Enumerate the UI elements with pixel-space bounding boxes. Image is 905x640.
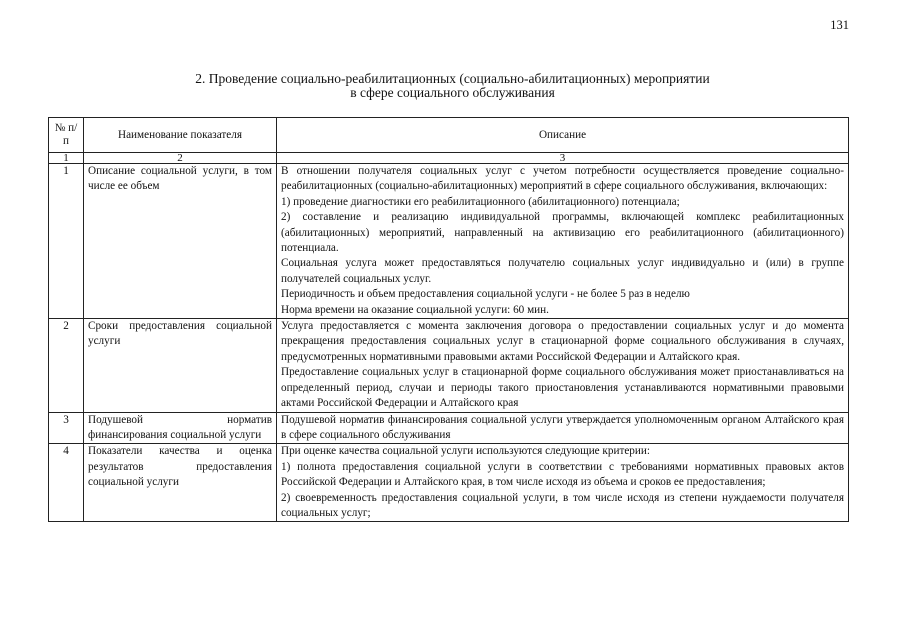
description-paragraph: Норма времени на оказание социальной услуги: 60 мин. — [281, 303, 549, 316]
description-paragraph: Периодичность и объем предоставления социальной услуги - не более 5 раз в неделю — [281, 288, 690, 301]
table-row — [49, 164, 849, 319]
description-paragraph: Услуга предоставляется с момента заключения договора о предоставлении социальных услуг и до момента прекращения предоставления социальных услуг в стационарной форме социального обслуживания в случаях, предусмотренных нормативными правовыми актами Российской Федерации и Алтайского края. — [281, 320, 844, 363]
section-title — [0, 72, 905, 100]
column-number-row — [49, 153, 849, 164]
row-number: 1 — [49, 164, 84, 319]
indicators-table — [48, 117, 849, 522]
column-number-3: 3 — [277, 153, 849, 164]
column-number-1: 1 — [49, 153, 84, 164]
description-paragraph: Предоставление социальных услуг в стационарной форме социального обслуживания может приостанавливаться на определенный период, случаи и периоды такого приостановления устанавливаются нормативными правовыми актами Российской Федерации и Алтайского края — [281, 366, 844, 410]
section-title-line-2: в сфере социального обслуживания — [350, 85, 555, 100]
description-paragraph: 1) проведение диагностики его реабилитационного (абилитационного) потенциала; — [281, 195, 680, 208]
section-title-line-1: 2. Проведение социально-реабилитационных (социально-абилитационных) мероприятии — [195, 71, 710, 86]
description-paragraph: Подушевой норматив финансирования социальной услуги утверждается уполномоченным органом Алтайского края в сфере социального обслуживания — [281, 413, 844, 441]
indicator-description — [277, 444, 849, 522]
description-paragraph: В отношении получателя социальных услуг с учетом потребности осуществляется проведение социально-реабилитационных (социально-абилитационных) мероприятий в сфере социального обслуживания, включающих: — [281, 165, 844, 193]
indicator-description — [277, 319, 849, 412]
column-number-2: 2 — [84, 153, 277, 164]
row-number: 2 — [49, 319, 84, 412]
description-paragraph: 2) своевременность предоставления социальной услуги, в том числе исходя из степени нуждаемости получателя социальных услуг; — [281, 491, 844, 519]
indicator-name: Сроки предоставления социальной услуги — [84, 319, 277, 412]
description-paragraph: 1) полнота предоставления социальной услуги в соответствии с требованиями нормативных правовых актов Российской Федерации и Алтайского края, в том числе исходя из объема и сроков ее предоставления; — [281, 460, 844, 489]
indicator-description — [277, 412, 849, 444]
table-header-row — [49, 118, 849, 153]
description-paragraph: 2) составление и реализацию индивидуальной программы, включающей комплекс реабилитационных (абилитационных) мероприятий, направленный на активизацию его реабилитационного (абилитационного) потенциала. — [281, 211, 844, 255]
table-row — [49, 412, 849, 444]
header-no: № п/п — [49, 118, 84, 153]
indicator-name: Описание социальной услуги, в том числе ее объем — [84, 164, 277, 319]
description-paragraph: Социальная услуга может предоставляться получателю социальных услуг индивидуально и (или) в группе получателей социальных услуг. — [281, 257, 844, 285]
header-name: Наименование показателя — [84, 118, 277, 153]
row-number: 3 — [49, 412, 84, 444]
indicator-description — [277, 164, 849, 319]
table-row — [49, 444, 849, 522]
header-description: Описание — [277, 118, 849, 153]
indicator-name: Подушевой норматив финансирования социальной услуги — [84, 412, 277, 444]
table-row — [49, 319, 849, 412]
description-paragraph: При оценке качества социальной услуги используются следующие критерии: — [281, 445, 650, 458]
page-number: 131 — [830, 18, 849, 32]
row-number: 4 — [49, 444, 84, 522]
indicator-name: Показатели качества и оценка результатов предоставления социальной услуги — [84, 444, 277, 522]
